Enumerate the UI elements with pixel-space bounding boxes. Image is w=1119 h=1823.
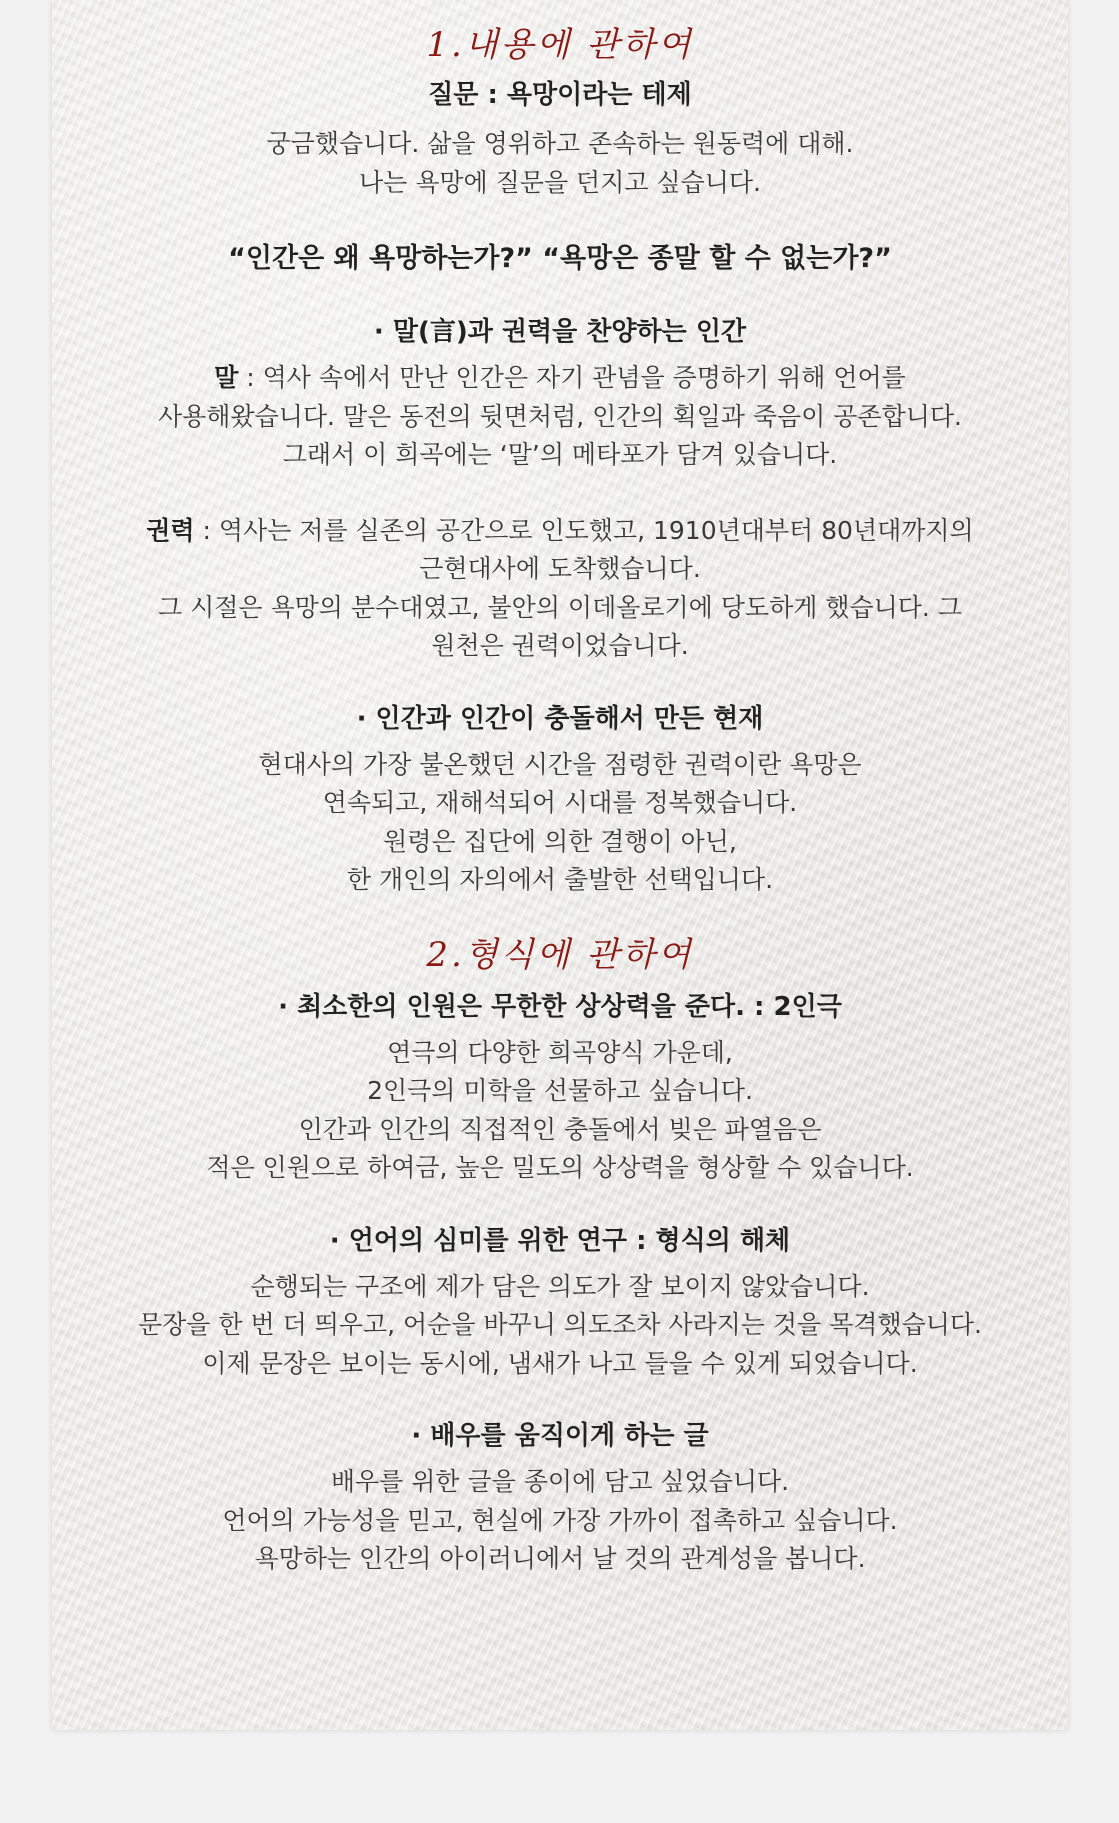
clash-heading: · 인간과 인간이 충돌해서 만든 현재 <box>356 703 764 734</box>
power-line: 그 시절은 욕망의 분수대였고, 불안의 이데올로기에 당도하게 했습니다. 그 <box>158 592 962 622</box>
minimal-line: 인간과 인간의 직접적인 충돌에서 빚은 파열음은 <box>298 1114 822 1144</box>
clash-line: 연속되고, 재해석되어 시대를 정복했습니다. <box>322 788 798 817</box>
clash-paragraph <box>52 746 1068 900</box>
clash-line: 원령은 집단에 의한 결행이 아닌, <box>383 826 737 856</box>
clash-line: 현대사의 가장 불온했던 시간을 점령한 권력이란 욕망은 <box>258 749 862 779</box>
section-title-form: 2.형식에 관하여 <box>426 934 694 975</box>
minimal-line: 연극의 다양한 희곡양식 가운데, <box>387 1037 733 1067</box>
question-quote: “인간은 왜 욕망하는가?” “욕망은 종말 할 수 없는가?” <box>228 243 892 274</box>
speech-line-text: : 역사 속에서 만난 인간은 자기 관념을 증명하기 위해 언어를 <box>238 363 906 392</box>
actor-paragraph <box>52 1463 1068 1579</box>
question-line: 나는 욕망에 질문을 던지고 싶습니다. <box>359 167 761 197</box>
power-line-text: : 역사는 저를 실존의 공간으로 인도했고, 1910년대부터 80년대까지의 <box>194 515 974 545</box>
clash-line: 한 개인의 자의에서 출발한 선택입니다. <box>346 865 774 894</box>
minimal-line: 적은 인원으로 하여금, 높은 밀도의 상상력을 형상할 수 있습니다. <box>206 1153 914 1182</box>
power-paragraph <box>52 512 1068 666</box>
minimal-paragraph <box>52 1034 1068 1188</box>
document-content <box>52 22 1068 1579</box>
speech-line <box>52 359 1068 398</box>
minimal-heading: · 최소한의 인원은 무한한 상상력을 준다. : 2인극 <box>278 991 842 1022</box>
actor-line: 배우를 위한 글을 종이에 담고 싶었습니다. <box>330 1467 790 1496</box>
section-title-content: 1.내용에 관하여 <box>426 25 694 65</box>
actor-heading: · 배우를 움직이게 하는 글 <box>411 1421 709 1451</box>
speech-heading: · 말(言)과 권력을 찬양하는 인간 <box>373 317 747 347</box>
language-line: 순행되는 구조에 제가 담은 의도가 잘 보이지 않았습니다. <box>250 1271 870 1301</box>
language-line: 문장을 한 번 더 띄우고, 어순을 바꾸니 의도조차 사라지는 것을 목격했습니다. <box>137 1310 982 1339</box>
power-lead: 권력 <box>146 515 195 545</box>
question-heading: 질문 : 욕망이라는 테제 <box>428 80 692 110</box>
power-line <box>52 512 1068 551</box>
actor-line: 욕망하는 인간의 아이러니에서 날 것의 관계성을 봅니다. <box>254 1544 866 1573</box>
speech-line: 그래서 이 희곡에는 ‘말’의 메타포가 담겨 있습니다. <box>282 440 838 469</box>
language-heading: · 언어의 심미를 위한 연구 : 형식의 해체 <box>329 1225 791 1256</box>
question-line: 궁금했습니다. 삶을 영위하고 존속하는 원동력에 대해. <box>266 129 854 158</box>
minimal-line: 2인극의 미학을 선물하고 싶습니다. <box>367 1076 753 1105</box>
power-line: 원천은 권력이었습니다. <box>431 631 689 660</box>
question-paragraph <box>52 125 1068 202</box>
power-line: 근현대사에 도착했습니다. <box>419 554 701 583</box>
language-paragraph <box>52 1268 1068 1384</box>
language-line: 이제 문장은 보이는 동시에, 냄새가 나고 들을 수 있게 되었습니다. <box>202 1348 918 1378</box>
speech-paragraph <box>52 359 1068 475</box>
speech-line: 사용해왔습니다. 말은 동전의 뒷면처럼, 인간의 획일과 죽음이 공존합니다. <box>158 401 962 431</box>
speech-lead: 말 <box>214 363 239 392</box>
paper-sheet <box>52 0 1068 1730</box>
actor-line: 언어의 가능성을 믿고, 현실에 가장 가까이 접촉하고 싶습니다. <box>222 1505 898 1535</box>
